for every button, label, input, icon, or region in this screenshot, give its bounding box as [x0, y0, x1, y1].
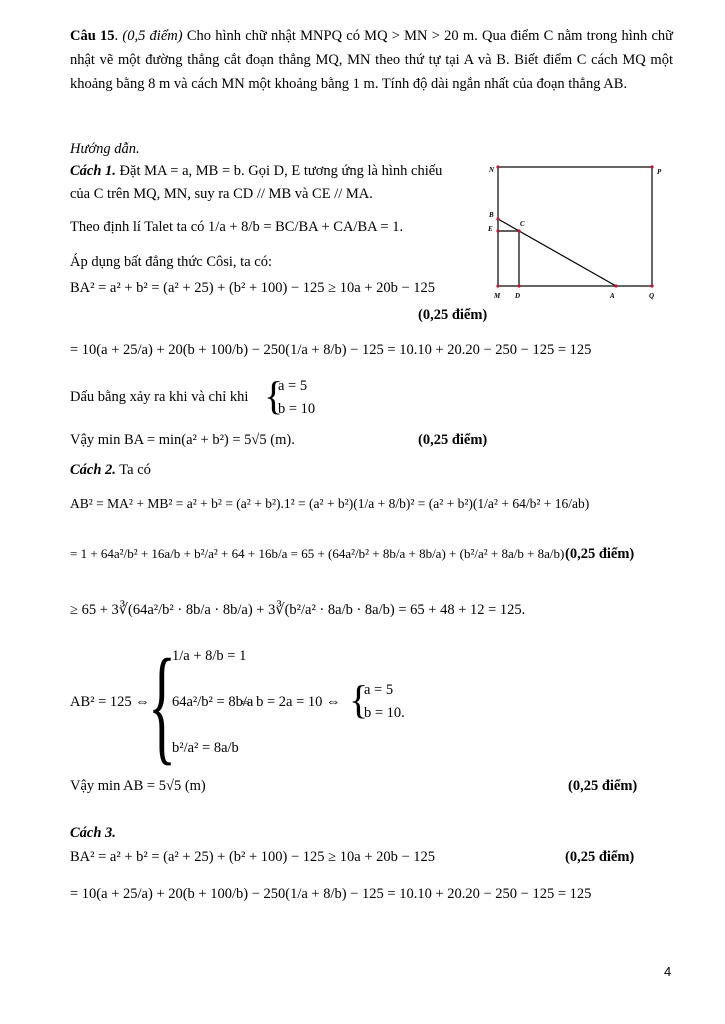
point-n [496, 165, 499, 168]
method3-mark-1: (0,25 điểm) [565, 849, 635, 865]
method1-cond-a: a = 5 [278, 378, 308, 394]
method2-equation-1: AB² = MA² + MB² = a² + b² = (a² + b²).1² = (a² + b²)(1/a + 8/b)² = (a² + b²)(1/a² + 64/b² + 16/ab) [70, 496, 590, 511]
label-d: D [515, 292, 521, 300]
label-n: N [489, 166, 495, 174]
method2-mark-2: (0,25 điểm) [568, 778, 638, 794]
label-p: P [657, 168, 662, 176]
problem-line-1: Cho hình chữ nhật MNPQ có MQ > MN > 20 m. Qua điểm C nằm trong [186, 28, 618, 44]
method2-result-brace: { [349, 677, 369, 722]
method2-intro: Ta có [119, 462, 151, 478]
method2-system-brace: { [148, 633, 177, 777]
method1-equation-2: = 10(a + 25/a) + 20(b + 100/b) − 250(1/a + 8/b) − 125 = 10.10 + 20.20 − 250 − 125 = 125 [70, 342, 592, 358]
problem-line-3: C cách MQ một khoảng bằng 8 m và cách MN một khoảng bằng 1 m. Tính độ dài ngắn nhất [70, 52, 673, 92]
method1-mark-1: (0,25 điểm) [418, 307, 488, 323]
problem-label: Câu 15 [70, 28, 115, 44]
point-q [650, 284, 653, 287]
label-e: E [488, 225, 493, 233]
problem-line-2: hình chữ nhật vẽ một đường thẳng cắt đoạn thẳng MQ, MN theo thứ tự tại A và B. Biết điểm [70, 28, 674, 68]
label-q: Q [649, 292, 655, 300]
method1-brace: { [264, 373, 284, 418]
method2-system-3: b²/a² = 8a/b [172, 740, 239, 756]
label-a: A [610, 292, 615, 300]
problem-line-4: của đoạn thẳng AB. [512, 76, 628, 92]
segment-ab [498, 219, 616, 286]
point-p [650, 165, 653, 168]
method2-equation-3: ≥ 65 + 3∛(64a²/b² · 8b/a · 8b/a) + 3∛(b²/a² · 8a/b · 8a/b) = 65 + 48 + 12 = 125. [70, 602, 526, 618]
method2-equation-2: = 1 + 64a²/b² + 16a/b + b²/a² + 64 + 16b/a = 65 + (64a²/b² + 8b/a + 8b/a) + (b²/a² + 8a/b + 8a/b) [70, 546, 565, 561]
label-b: B [489, 211, 494, 219]
method2-heading [70, 462, 151, 479]
method2-result-b: b = 10. [364, 705, 405, 721]
method1-talet: Theo định lí Talet ta có 1/a + 8/b = BC/BA + CA/BA = 1. [70, 219, 404, 235]
point-b [496, 217, 499, 220]
method2-conclusion: Vậy min AB = 5√5 (m) [70, 778, 206, 794]
method2-system-2: 64a²/b² = 8b/a [172, 694, 254, 710]
method1-mark-2: (0,25 điểm) [418, 432, 488, 448]
problem-statement: Câu 15. (0,5 điểm) Cho hình chữ nhật MNPQ có MQ > MN > 20 m. Qua điểm C nằm trong hình chữ nhật vẽ một đường thẳng cắt đoạn thẳng MQ, MN theo thứ tự tại A và B. Biết điểm C cách MQ một khoảng bằng 8 m và cách MN một khoảng bằng 1 m. Tính độ dài ngắn nhất của đoạn thẳng AB. [70, 28, 674, 92]
method1-cosi: Áp dụng bất đẳng thức Côsi, ta có: [70, 254, 272, 270]
method1-cond-b: b = 10 [278, 401, 316, 417]
method2-label: Cách 2. [70, 462, 116, 478]
method2-mark-1: (0,25 điểm) [565, 546, 635, 562]
method1-label: Cách 1. [70, 163, 116, 179]
page-number: 4 [664, 964, 672, 979]
point-c [517, 229, 520, 232]
method3-inequality: BA² = a² + b² = (a² + 25) + (b² + 100) − 125 ≥ 10a + 20b − 125 [70, 849, 436, 865]
guide-heading: Hướng dẫn. [70, 141, 140, 157]
label-c: C [520, 220, 525, 228]
method1-text1: Đặt MA = a, MB = b. Gọi D, E tương ứng là hình chiếu [119, 163, 443, 179]
method1-inequality: BA² = a² + b² = (a² + 25) + (b² + 100) − 125 ≥ 10a + 20b − 125 [70, 280, 436, 296]
method3-equation-2: = 10(a + 25/a) + 20(b + 100/b) − 250(1/a + 8/b) − 125 = 10.10 + 20.20 − 250 − 125 = 125 [70, 886, 592, 902]
point-d [517, 284, 520, 287]
point-e [496, 229, 499, 232]
method2-system-1: 1/a + 8/b = 1 [172, 648, 247, 664]
method2-eq4-left: AB² = 125 ⇔ [70, 694, 150, 710]
method1-line2: của C trên MQ, MN, suy ra CD // MB và CE // MA. [70, 186, 373, 202]
point-m [496, 284, 499, 287]
point-a [614, 284, 617, 287]
method1-equality-text: Dấu bằng xảy ra khi và chỉ khi [70, 389, 249, 405]
problem-points: (0,5 điểm) [122, 28, 183, 44]
method2-eq4-mid: ⇔ b = 2a = 10 ⇔ [238, 694, 341, 710]
rectangle-figure [482, 158, 672, 308]
label-m: M [494, 292, 501, 300]
method1-line1 [70, 163, 442, 180]
method3-label: Cách 3. [70, 825, 116, 841]
method2-result-a: a = 5 [364, 682, 394, 698]
method1-conclusion: Vậy min BA = min(a² + b²) = 5√5 (m). [70, 432, 295, 448]
